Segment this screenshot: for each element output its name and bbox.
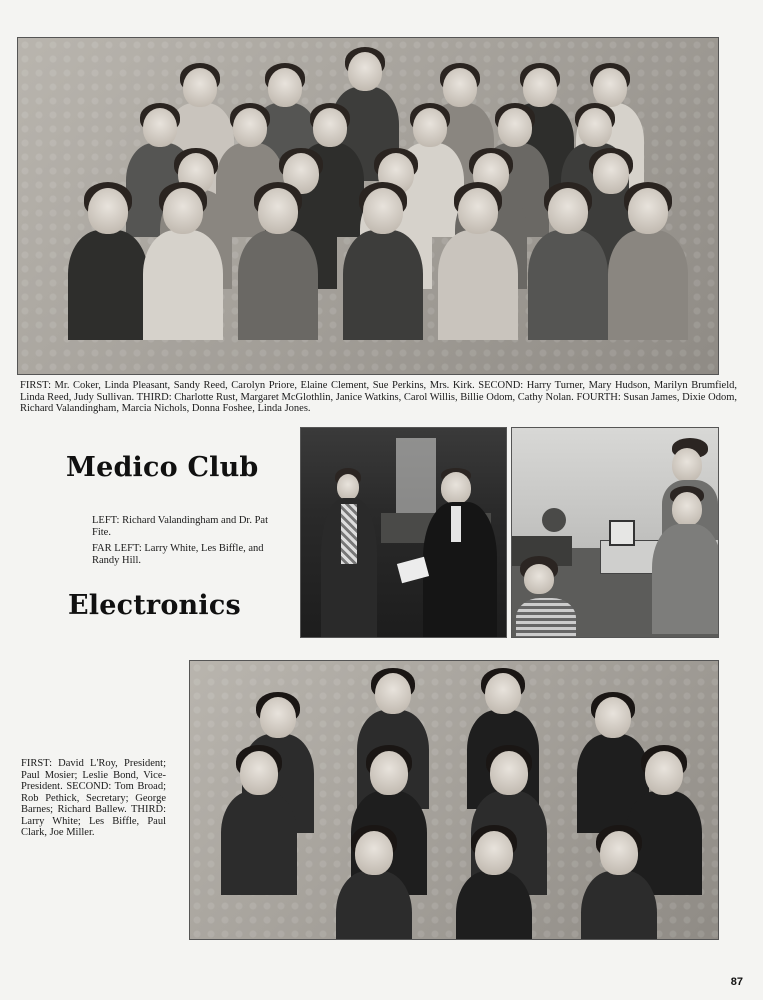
medico-club-group-photo [17, 37, 719, 375]
left-photo-caption: LEFT: Richard Valandingham and Dr. Pat Fite. [92, 515, 269, 538]
doctor-and-student-photo [300, 427, 507, 638]
electronics-group-photo [189, 660, 719, 940]
electronics-lab-photo [511, 427, 719, 638]
far-left-photo-caption: FAR LEFT: Larry White, Les Biffle, and Randy Hill. [92, 543, 264, 566]
electronics-title: Electronics [68, 590, 241, 621]
page-number: 87 [730, 976, 743, 988]
medico-club-group-caption: FIRST: Mr. Coker, Linda Pleasant, Sandy Reed, Carolyn Priore, Elaine Clement, Sue Perkins, Mrs. Kirk. SECOND: Harry Turner, Mary Hudson, Marilyn Brumfield, Linda Reed, Judy Sullivan. THIRD: Charlotte Rust, Margaret McGlothlin, Janice Watkins, Carol Willis, Billie Odom, Cathy Nolan. FOURTH: Susan James, Dixie Odom, Richard Valandingham, Marcia Nichols, Donna Foshee, Linda Jones. [20, 380, 737, 414]
electronics-group-caption: FIRST: David L'Roy, President; Paul Mosier; Leslie Bond, Vice-President. SECOND: Tom Broad; Rob Pethick, Secretary; George Barnes; Richard Ballew. THIRD: Larry White; Les Biffle, Paul Clark, Joe Miller. [21, 758, 166, 838]
medico-club-title: Medico Club [66, 452, 259, 483]
